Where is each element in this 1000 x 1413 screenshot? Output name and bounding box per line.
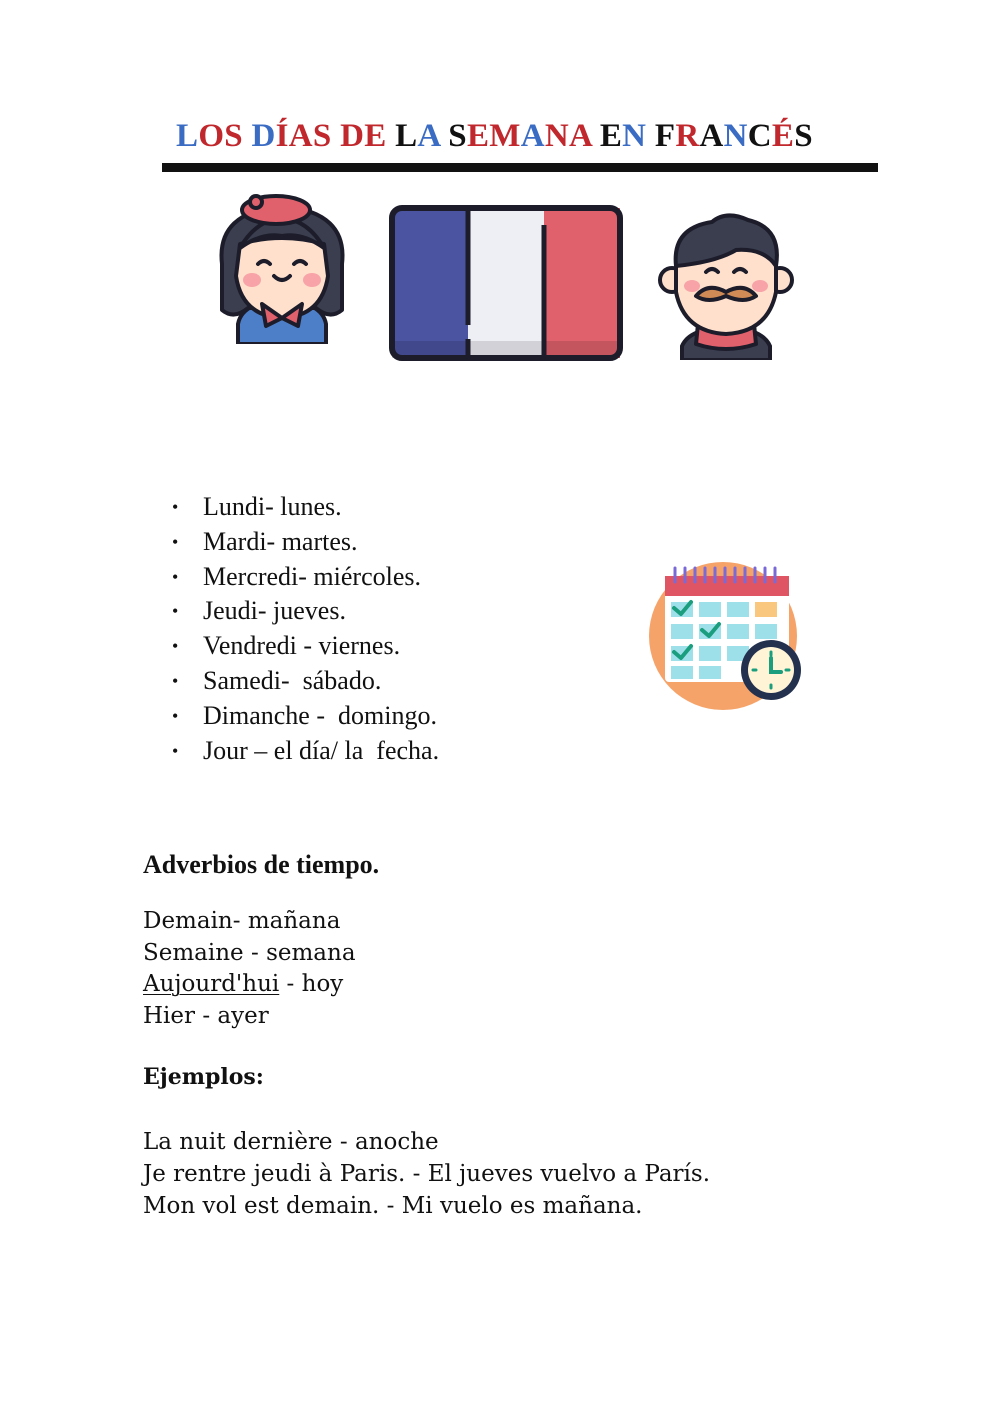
title-segment: C — [747, 118, 772, 154]
adverb-es: - ayer — [195, 1002, 269, 1029]
list-item — [172, 664, 439, 699]
bullet: • — [172, 601, 179, 622]
title-segment: A — [520, 118, 545, 154]
examples-list — [143, 1126, 710, 1222]
title-segment: D — [251, 118, 276, 154]
title-segment: S — [794, 118, 813, 154]
bullet: • — [172, 740, 179, 761]
title-segment: NA — [544, 118, 600, 154]
list-item — [172, 699, 439, 734]
list-item — [143, 1001, 356, 1033]
day-text: Samedi- sábado. — [203, 665, 382, 695]
title-segment: L — [176, 118, 199, 154]
example-line: Je rentre jeudi à Paris. - El jueves vuelvo a París. — [143, 1161, 711, 1187]
list-item — [143, 938, 356, 970]
bullet: • — [172, 705, 179, 726]
example-line: La nuit dernière - anoche — [143, 1129, 439, 1155]
day-text: Mardi- martes. — [203, 526, 358, 556]
adverb-es: - semana — [243, 939, 356, 966]
page-title — [176, 118, 813, 155]
title-segment: OS — [198, 118, 252, 154]
title-segment: É — [771, 118, 795, 154]
bullet: • — [172, 531, 179, 552]
adverb-es: - hoy — [279, 971, 344, 997]
title-segment: R — [675, 118, 700, 154]
adverb-fr: Semaine — [143, 939, 244, 966]
adverb-es: - mañana — [232, 908, 341, 934]
examples-heading: Ejemplos: — [143, 1064, 264, 1090]
list-item — [143, 969, 356, 1001]
day-text: Lundi- lunes. — [203, 492, 342, 521]
example-line: Mon vol est demain. - Mi vuelo es mañana. — [143, 1193, 643, 1219]
day-text: Dimanche - domingo. — [203, 700, 437, 730]
title-segment: DE — [340, 118, 396, 154]
title-segment: F — [654, 118, 676, 154]
bullet: • — [172, 670, 179, 691]
french-man-icon — [656, 206, 796, 360]
list-item — [172, 560, 439, 595]
list-item — [172, 525, 439, 560]
adverb-fr: Hier — [143, 1002, 196, 1029]
title-segment: L — [395, 118, 418, 154]
calendar-clock-icon — [647, 562, 807, 712]
bullet: • — [172, 566, 179, 587]
adverb-fr: Aujourd'hui — [143, 971, 280, 997]
days-list — [172, 490, 439, 768]
day-text: Jour – el día/ la fecha. — [203, 735, 440, 765]
adverbs-list — [143, 906, 356, 1032]
list-item — [172, 629, 439, 664]
title-segment: E — [599, 118, 623, 154]
list-item — [172, 490, 439, 525]
adverbs-heading: Adverbios de tiempo. — [143, 850, 380, 879]
list-item — [143, 906, 356, 938]
list-item — [172, 734, 439, 769]
adverb-fr: Demain — [143, 908, 233, 934]
title-segment: A — [417, 118, 449, 154]
bullet: • — [172, 497, 179, 517]
flag-red — [544, 208, 620, 358]
list-item — [172, 594, 439, 629]
title-segment: N — [622, 118, 655, 154]
title-underline — [162, 163, 878, 172]
title-segment: ÍAS — [275, 118, 341, 154]
title-segment: EM — [466, 118, 521, 154]
day-text: Jeudi- jueves. — [203, 596, 346, 626]
title-segment: N — [723, 118, 748, 154]
title-segment: A — [699, 118, 724, 154]
title-segment: S — [448, 118, 467, 154]
flag-white — [468, 208, 544, 358]
france-flag-icon — [389, 205, 623, 361]
french-girl-icon — [212, 192, 352, 344]
bullet: • — [172, 636, 179, 657]
day-text: Vendredi - viernes. — [203, 631, 401, 661]
day-text: Mercredi- miércoles. — [203, 561, 422, 591]
